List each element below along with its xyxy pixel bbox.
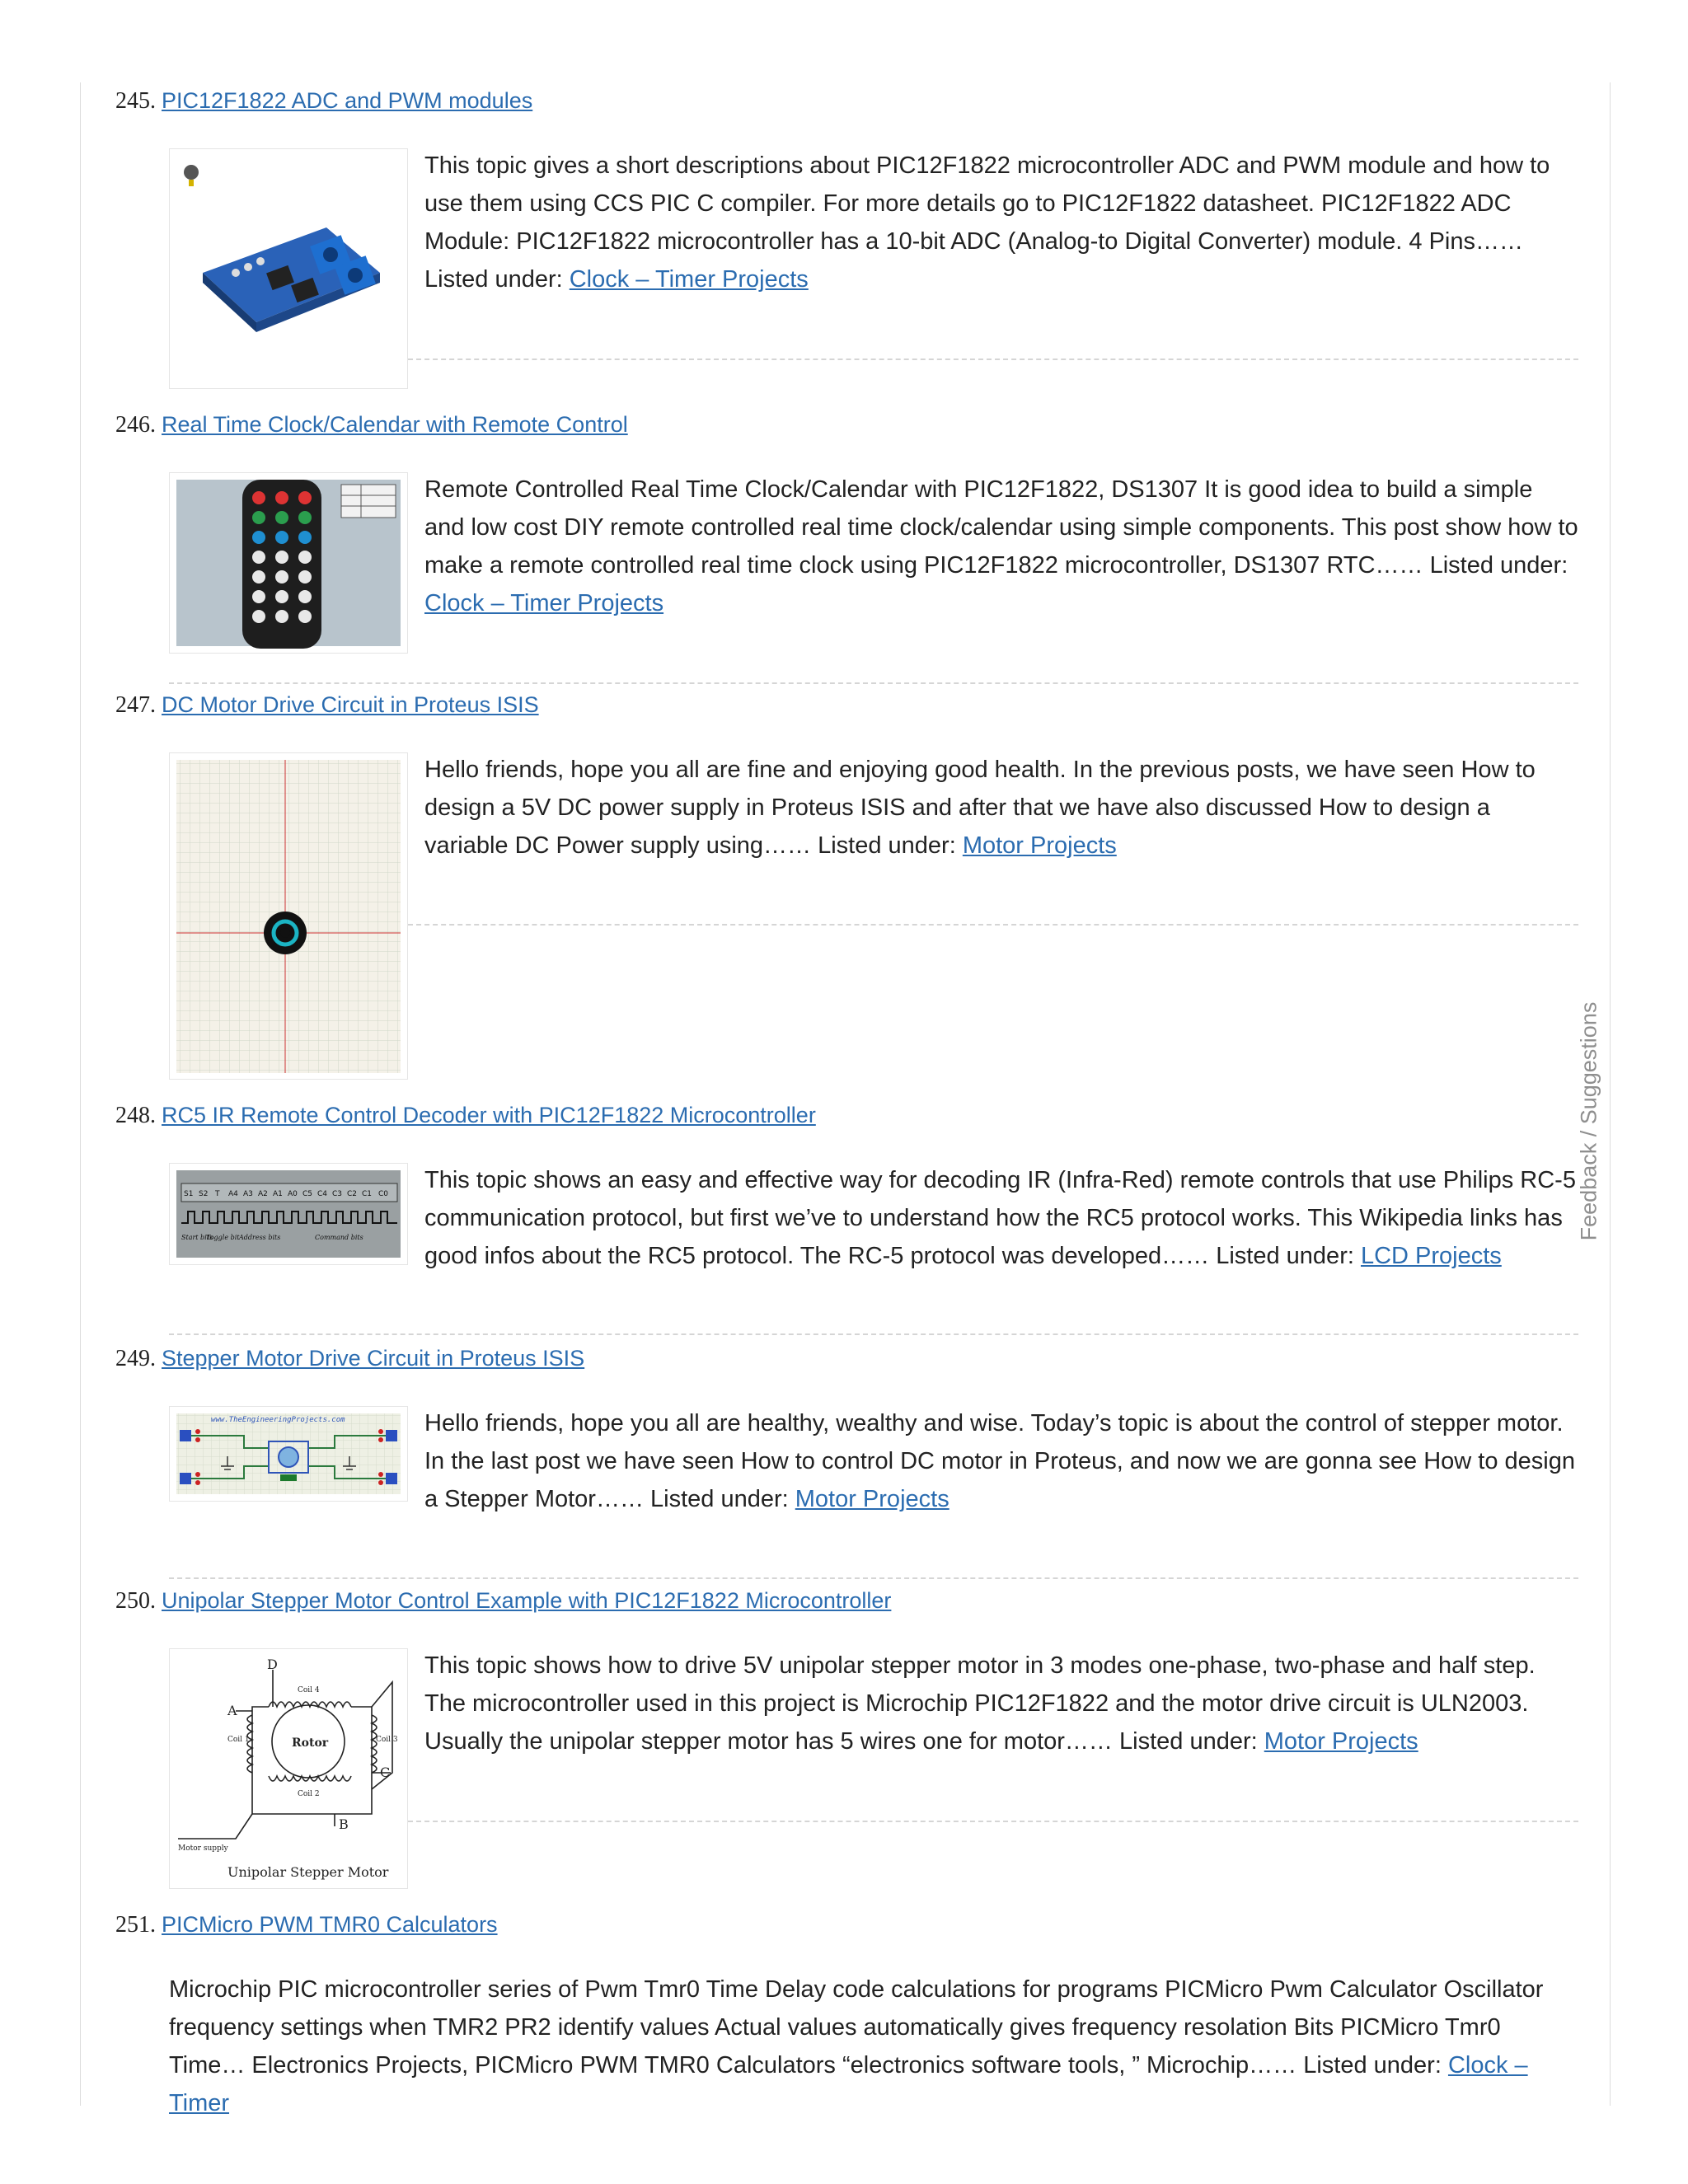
rc5-bit-label: C1 [362, 1190, 373, 1198]
diagram-terminal-label: C [380, 1765, 391, 1780]
entry-description [424, 1404, 1578, 1518]
diagram-coil-label: Coil 2 [298, 1790, 320, 1798]
entry-divider [408, 924, 1578, 926]
entry-description [424, 147, 1578, 298]
entry-description-text: This topic shows an easy and effective way for decoding IR (Infra-Red) remote controls that use Philips RC-5 communication protocol, but first we’ve to understand how the RC5 protocol works. This Wikipedia links has good infos about the RC5 protocol. The RC-5 protocol was developed…… [424, 1167, 1576, 1269]
entry-title-link[interactable]: Real Time Clock/Calendar with Remote Control [162, 412, 628, 437]
category-link[interactable]: Motor Projects [1264, 1728, 1418, 1755]
feedback-tab[interactable] [1570, 985, 1608, 1249]
rc5-note: Start bits [181, 1234, 213, 1241]
proteus-dc-motor-image [170, 753, 407, 1079]
entry-number: 249. [115, 1346, 156, 1371]
rc5-bit-label: A1 [273, 1190, 283, 1198]
feedback-tab-label: Feedback / Suggestions [1576, 1001, 1601, 1241]
category-link[interactable]: Motor Projects [795, 1486, 950, 1512]
diagram-supply-label: Motor supply [178, 1844, 228, 1853]
entry-title-line [115, 1584, 891, 1618]
entry-description-text: This topic shows how to drive 5V unipolar stepper motor in 3 modes one-phase, two-phase and half step. The microcontroller used in this project is Microchip PIC12F1822 and the motor drive circuit is ULN2003. Usually the unipolar stepper motor has 5 wires one for motor…… [424, 1652, 1536, 1755]
diagram-coil-label: Coil 1 [227, 1736, 250, 1744]
entry-number: 245. [115, 88, 156, 114]
rc5-bit-label: A0 [288, 1190, 298, 1198]
listed-under-label: Listed under: [1429, 552, 1568, 579]
entry-thumbnail[interactable] [169, 752, 408, 1080]
diagram-rotor-label: Rotor [292, 1736, 329, 1750]
rc5-bit-label: C4 [317, 1190, 328, 1198]
rc5-bit-label: C2 [347, 1190, 358, 1198]
pwm-module-board-image [170, 149, 407, 388]
entry-title-link[interactable]: PICMicro PWM TMR0 Calculators [162, 1912, 498, 1937]
ir-remote-image [170, 473, 407, 653]
rc5-bit-label: C5 [302, 1190, 313, 1198]
diagram-terminal-label: B [339, 1816, 349, 1832]
entry-title-line [115, 1099, 816, 1132]
entry-title-line [115, 408, 628, 442]
rc5-bit-label: A2 [258, 1190, 268, 1198]
rc5-note: Toggle bit [206, 1234, 240, 1241]
rc5-note: Address bits [239, 1234, 281, 1241]
diagram-terminal-label: D [267, 1657, 278, 1672]
rc5-bit-label: S2 [199, 1190, 209, 1198]
rc5-bit-label: S1 [184, 1190, 194, 1198]
category-link[interactable]: LCD Projects [1360, 1243, 1502, 1269]
entry-divider [408, 359, 1578, 360]
entry-description [169, 1971, 1578, 2122]
entry-number: 247. [115, 692, 156, 718]
category-link[interactable]: Clock – Timer [169, 2052, 1528, 2116]
entry-divider [169, 1577, 1578, 1579]
category-link[interactable]: Clock – Timer Projects [424, 590, 664, 616]
entry-thumbnail[interactable] [169, 1648, 408, 1889]
entry-number: 251. [115, 1912, 156, 1938]
entry-description-text: Hello friends, hope you all are fine and enjoying good health. In the previous posts, we have seen How to design a 5V DC power supply in Proteus ISIS and after that we have also discussed How to design a variable DC Power supply using…… [424, 757, 1536, 859]
unipolar-stepper-diagram [170, 1649, 407, 1888]
page-border-left [80, 82, 81, 2106]
entry-description [424, 471, 1578, 622]
entry-description-text: Remote Controlled Real Time Clock/Calendar with PIC12F1822, DS1307 It is good idea to build a simple and low cost DIY remote controlled real time clock/calendar using simple components. This post show how to make a remote controlled real time clock using PIC12F1822 microcontroller, DS1307 RTC…… [424, 476, 1578, 579]
entry-number: 250. [115, 1588, 156, 1614]
rc5-bit-label: A3 [243, 1190, 253, 1198]
rc5-bit-label: C3 [332, 1190, 343, 1198]
listed-under-label: Listed under: [424, 266, 563, 293]
rc5-bit-label: A4 [228, 1190, 238, 1198]
listed-under-label: Listed under: [818, 832, 956, 859]
stepper-thumb-caption: www.TheEngineeringProjects.com [211, 1416, 345, 1424]
category-link[interactable]: Clock – Timer Projects [569, 266, 809, 293]
entry-title-link[interactable]: Stepper Motor Drive Circuit in Proteus ISIS [162, 1346, 585, 1371]
rc5-bit-label: C0 [378, 1190, 389, 1198]
entry-description-text: Microchip PIC microcontroller series of Pwm Tmr0 Time Delay code calculations for programs PICMicro Pwm Calculator Oscillator frequency settings when TMR2 PR2 identify values Actual values automatically gives frequency resolation Bits PICMicro Tmr0 Time… Electronics Projects, PICMicro PWM TMR0 Calculators “electronics software tools, ” Microchip…… [169, 1976, 1544, 2079]
entry-title-link[interactable]: RC5 IR Remote Control Decoder with PIC12F1822 Microcontroller [162, 1103, 816, 1127]
entry-description [424, 1161, 1578, 1275]
rc5-waveform-image [170, 1164, 407, 1264]
entry-title-line [115, 84, 532, 118]
entry-thumbnail[interactable] [169, 1163, 408, 1265]
entry-divider [408, 1821, 1578, 1822]
rc5-note: Command bits [315, 1234, 363, 1241]
listed-under-label: Listed under: [650, 1486, 789, 1512]
entry-number: 246. [115, 412, 156, 438]
listed-under-label: Listed under: [1119, 1728, 1258, 1755]
entry-title-line [115, 1908, 498, 1942]
listed-under-label: Listed under: [1216, 1243, 1354, 1269]
category-link[interactable]: Motor Projects [962, 832, 1117, 859]
entry-description-text: Hello friends, hope you all are healthy, wealthy and wise. Today’s topic is about the control of stepper motor. In the last post we have seen How to control DC motor in Proteus, and now we are gonna see How to design a Stepper Motor…… [424, 1410, 1575, 1512]
diagram-terminal-label: A [227, 1703, 237, 1718]
entry-number: 248. [115, 1103, 156, 1128]
entry-divider [169, 682, 1578, 684]
entry-description-text: This topic gives a short descriptions about PIC12F1822 microcontroller ADC and PWM module and how to use them using CCS PIC C compiler. For more details go to PIC12F1822 datasheet. PIC12F1822 ADC Module: PIC12F1822 microcontroller has a 10-bit ADC (Analog-to Digital Converter) module. 4 Pins…… [424, 152, 1550, 255]
entry-title-link[interactable]: Unipolar Stepper Motor Control Example with PIC12F1822 Microcontroller [162, 1588, 892, 1613]
diagram-caption: Unipolar Stepper Motor [227, 1864, 389, 1880]
entry-title-line [115, 688, 539, 722]
entry-description [424, 1647, 1578, 1760]
entry-divider [169, 1333, 1578, 1335]
entry-description [424, 751, 1578, 865]
entry-title-link[interactable]: PIC12F1822 ADC and PWM modules [162, 88, 533, 113]
page-border-right [1610, 82, 1611, 2106]
diagram-coil-label: Coil 3 [376, 1736, 398, 1744]
proteus-stepper-image [170, 1407, 407, 1501]
entry-thumbnail[interactable] [169, 1406, 408, 1502]
entry-thumbnail[interactable] [169, 148, 408, 389]
listed-under-label: Listed under: [1303, 2052, 1442, 2079]
diagram-coil-label: Coil 4 [298, 1686, 320, 1694]
entry-title-line [115, 1342, 584, 1376]
entry-title-link[interactable]: DC Motor Drive Circuit in Proteus ISIS [162, 692, 539, 717]
entry-thumbnail[interactable] [169, 472, 408, 654]
rc5-bit-label: T [215, 1190, 220, 1198]
